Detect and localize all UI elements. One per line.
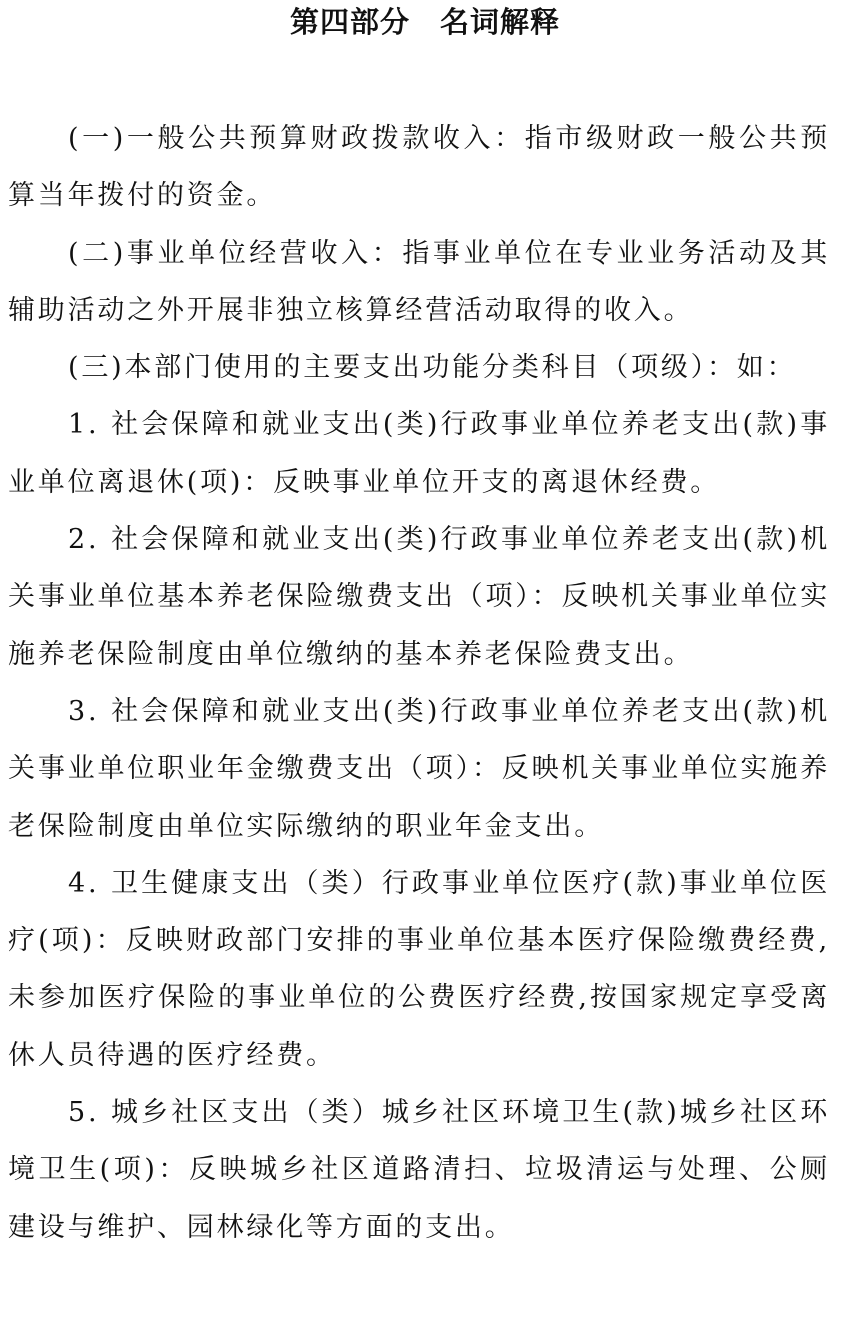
paragraph-item-2: 2. 社会保障和就业支出(类)行政事业单位养老支出(款)机关事业单位基本养老保险缴费支出（项）：反映机关事业单位实施养老保险制度由单位缴纳的基本养老保险费支出。 (8, 524, 830, 670)
paragraph-business-income: (二)事业单位经营收入：指事业单位在专业业务活动及其辅助活动之外开展非独立核算经营活动取得的收入。 (8, 237, 830, 326)
page-title: 第四部分 名词解释 (289, 5, 560, 39)
paragraph-expenditure-categories: (三)本部门使用的主要支出功能分类科目（项级）：如： (68, 352, 797, 384)
paragraph-item-1: 1. 社会保障和就业支出(类)行政事业单位养老支出(款)事业单位离退休(项)：反映事业单位开支的离退休经费。 (8, 409, 830, 498)
paragraph-item-4: 4. 卫生健康支出（类）行政事业单位医疗(款)事业单位医疗(项)：反映财政部门安排的事业单位基本医疗保险缴费经费,未参加医疗保险的事业单位的公费医疗经费,按国家规定享受离休人员待遇的医疗经费。 (8, 867, 830, 1071)
paragraph-item-3: 3. 社会保障和就业支出(类)行政事业单位养老支出(款)机关事业单位职业年金缴费支出（项）：反映机关事业单位实施养老保险制度由单位实际缴纳的职业年金支出。 (8, 695, 830, 842)
paragraph-item-5: 5. 城乡社区支出（类）城乡社区环境卫生(款)城乡社区环境卫生(项)：反映城乡社区道路清扫、垃圾清运与处理、公厕建设与维护、园林绿化等方面的支出。 (8, 1097, 830, 1243)
paragraph-general-budget-income: (一)一般公共预算财政拨款收入：指市级财政一般公共预算当年拨付的资金。 (8, 123, 830, 212)
document-body (8, 110, 830, 1256)
